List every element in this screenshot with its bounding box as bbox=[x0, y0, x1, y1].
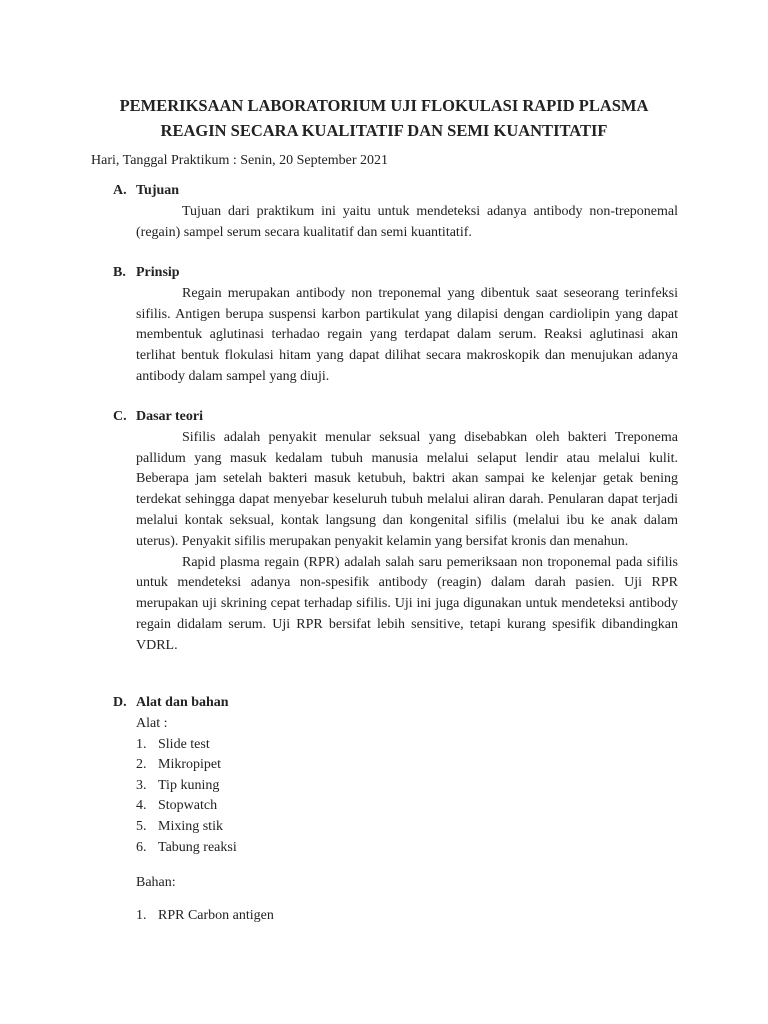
alat-list bbox=[136, 735, 678, 859]
list-item-text: Stopwatch bbox=[158, 798, 218, 814]
list-item-text: Mikropipet bbox=[158, 757, 221, 773]
section-heading bbox=[113, 407, 678, 428]
section-heading bbox=[113, 693, 678, 714]
list-item-number: 6. bbox=[136, 839, 147, 855]
section-paragraph-1: Sifilis adalah penyakit menular seksual yang disebabkan oleh bakteri Treponema pallidum yang masuk kedalam tubuh manusia melalui selaput lendir atau melalui kulit. Beberapa jam setelah bakteri masuk ketubuh, baktri akan sampai ke kelenjar getak bening terdekat sehingga dapat menyebar keseluruh tubuh melalui aliran darah. Penularan dapat terjadi melalui kontak seksual, kontak langsung dan kongenital sifilis (melalui ibu ke anak dalam uterus). Penyakit sifilis merupakan penyakit kelamin yang bersifat kronis dan menahun. bbox=[136, 429, 678, 549]
list-item bbox=[136, 817, 678, 838]
bahan-label: Bahan: bbox=[136, 875, 176, 891]
list-item bbox=[136, 755, 678, 776]
list-item-text: Tip kuning bbox=[158, 777, 220, 793]
section-title: Alat dan bahan bbox=[136, 695, 229, 710]
section-paragraph: Tujuan dari praktikum ini yaitu untuk mendeteksi adanya antibody non-treponemal (regain) sampel serum secara kualitatif dan semi kuantitatif. bbox=[136, 203, 678, 240]
list-item bbox=[136, 735, 678, 756]
section-letter: B. bbox=[113, 265, 126, 280]
bahan-list bbox=[136, 906, 678, 927]
list-item-text: Mixing stik bbox=[158, 818, 223, 834]
list-item-number: 1. bbox=[136, 736, 147, 752]
title-line-2: REAGIN SECARA KUALITATIF DAN SEMI KUANTITATIF bbox=[160, 121, 608, 140]
section-title: Dasar teori bbox=[136, 409, 203, 424]
section-title: Tujuan bbox=[136, 183, 180, 198]
list-item bbox=[136, 776, 678, 797]
section-heading bbox=[113, 263, 678, 284]
list-item-number: 2. bbox=[136, 757, 147, 773]
list-item-number: 1. bbox=[136, 907, 147, 923]
alat-label: Alat : bbox=[136, 715, 168, 731]
section-letter: A. bbox=[113, 183, 127, 198]
section-prinsip bbox=[113, 263, 678, 388]
section-title: Prinsip bbox=[136, 265, 180, 280]
title-line-1: PEMERIKSAAN LABORATORIUM UJI FLOKULASI RAPID PLASMA bbox=[119, 96, 649, 115]
list-item-text: RPR Carbon antigen bbox=[158, 907, 274, 923]
list-item-text: Slide test bbox=[158, 736, 210, 752]
section-tujuan bbox=[113, 181, 678, 243]
section-heading bbox=[113, 181, 678, 202]
list-item bbox=[136, 838, 678, 859]
section-letter: D. bbox=[113, 695, 127, 710]
list-item-text: Tabung reaksi bbox=[158, 839, 237, 855]
list-item bbox=[136, 796, 678, 817]
section-paragraph-2: Rapid plasma regain (RPR) adalah salah saru pemeriksaan non troponemal pada sifilis untuk mendeteksi adanya non-spesifik antibody (reagin) dalam darah pasien. Uji RPR merupakan uji skrining cepat terhadap sifilis. Uji ini juga digunakan untuk mendeteksi antibody regain didalam serum. Uji RPR bersifat lebih sensitive, tetapi kurang spesifik dibandingkan VDRL. bbox=[136, 554, 678, 653]
list-item-number: 5. bbox=[136, 818, 147, 834]
section-paragraph: Regain merupakan antibody non treponemal yang dibentuk saat seseorang terinfeksi sifilis. Antigen berupa suspensi karbon partikulat yang dilapisi dengan cardiolipin yang dapat membentuk aglutinasi terhadao regain yang terdapat dalam serum. Reaksi aglutinasi akan terlihat bentuk flokulasi hitam yang dapat dilihat secara makroskopik dan menujukan adanya antibody dalam sampel yang diuji. bbox=[136, 285, 678, 384]
list-item-number: 4. bbox=[136, 798, 147, 814]
section-dasar-teori bbox=[113, 407, 678, 657]
list-item bbox=[136, 906, 678, 927]
list-item-number: 3. bbox=[136, 777, 147, 793]
section-alat-dan-bahan bbox=[113, 693, 678, 927]
document-title bbox=[0, 93, 768, 143]
section-letter: C. bbox=[113, 409, 127, 424]
practicum-date: Hari, Tanggal Praktikum : Senin, 20 September 2021 bbox=[91, 153, 388, 168]
